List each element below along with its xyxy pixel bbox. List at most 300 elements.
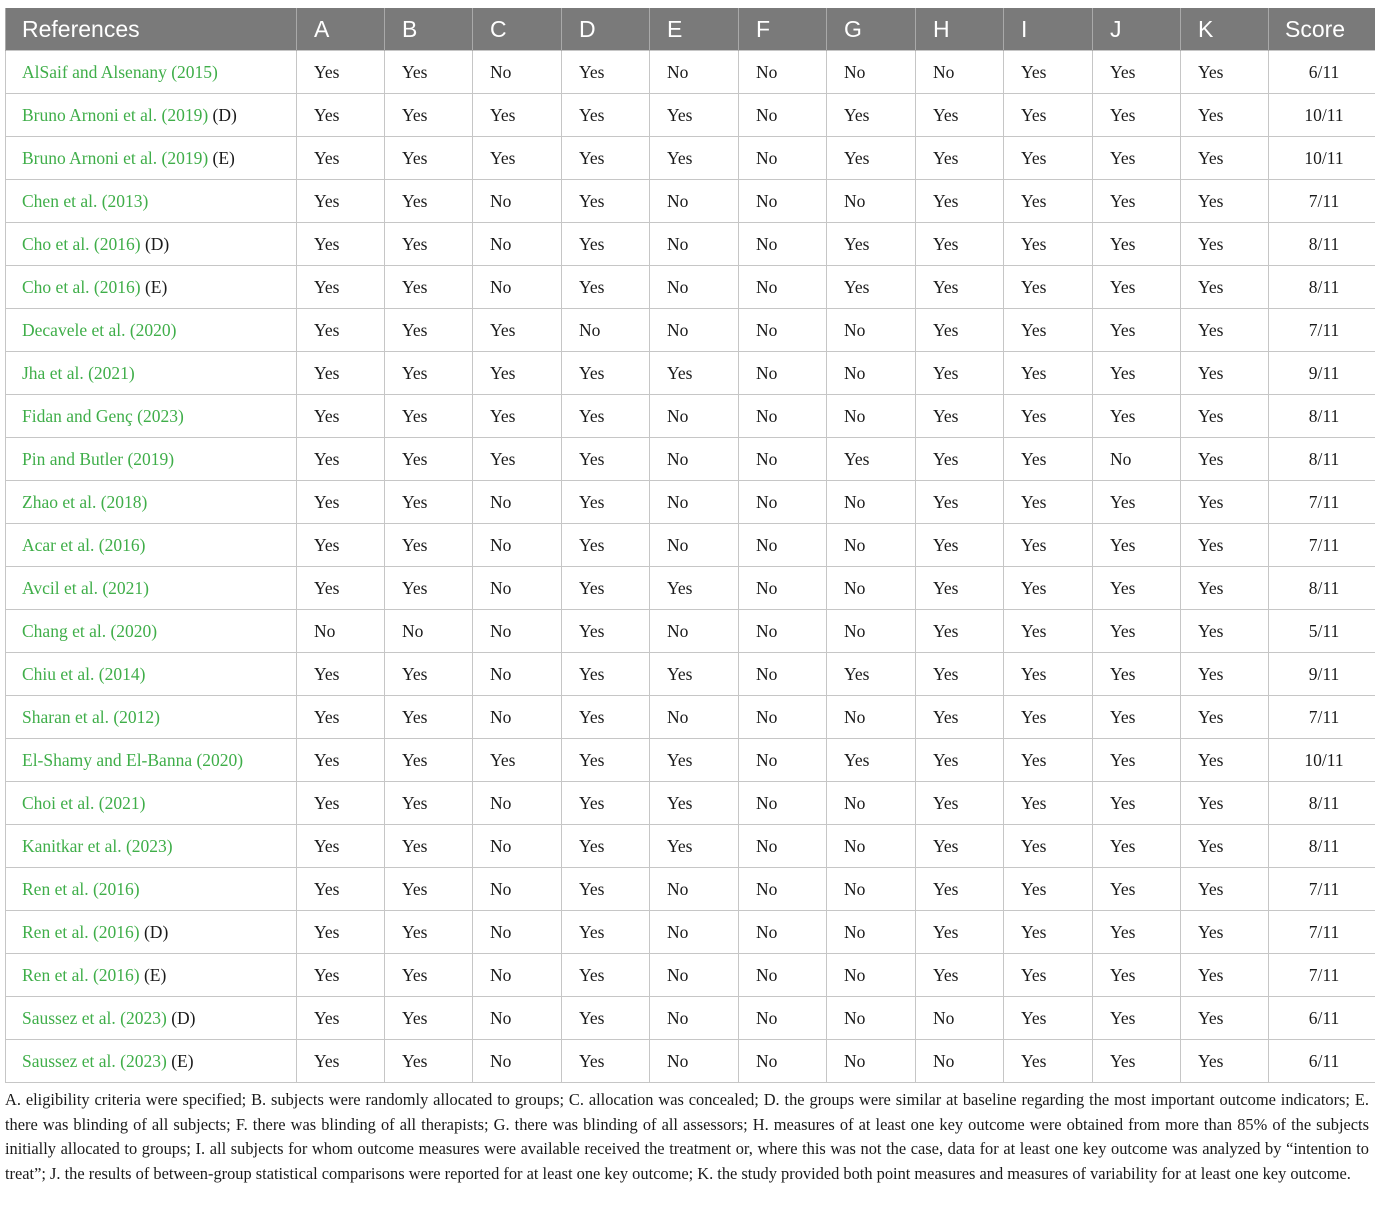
criterion-cell: Yes (1093, 352, 1181, 395)
criterion-cell: Yes (297, 911, 385, 954)
score-cell: 8/11 (1269, 438, 1375, 481)
reference-link[interactable]: El-Shamy and El-Banna (2020) (22, 749, 244, 770)
criterion-cell: Yes (1004, 739, 1093, 782)
criterion-cell: Yes (1181, 997, 1269, 1040)
criterion-cell: Yes (297, 438, 385, 481)
criterion-cell: Yes (385, 180, 473, 223)
score-cell: 8/11 (1269, 266, 1375, 309)
reference-cell (6, 481, 297, 524)
criterion-cell: Yes (650, 352, 739, 395)
criterion-cell: No (827, 51, 916, 94)
criterion-cell: Yes (1004, 180, 1093, 223)
table-row (6, 954, 1375, 997)
score-cell: 8/11 (1269, 395, 1375, 438)
table-header (6, 8, 1375, 51)
header-criterion-h: H (916, 8, 1004, 51)
criterion-cell: No (473, 223, 562, 266)
criterion-cell: Yes (1093, 997, 1181, 1040)
criterion-cell: Yes (650, 782, 739, 825)
criterion-cell: No (827, 524, 916, 567)
criterion-cell: Yes (385, 739, 473, 782)
criterion-cell: No (827, 180, 916, 223)
table-row (6, 911, 1375, 954)
criterion-cell: Yes (1093, 954, 1181, 997)
criterion-cell: Yes (1181, 1040, 1269, 1083)
reference-cell (6, 352, 297, 395)
criterion-cell: Yes (562, 567, 650, 610)
reference-cell (6, 954, 297, 997)
criterion-cell: No (739, 352, 827, 395)
criterion-cell: Yes (1181, 223, 1269, 266)
criterion-cell: No (827, 610, 916, 653)
reference-link[interactable]: Ren et al. (2016) (22, 878, 140, 899)
criterion-cell: Yes (1093, 911, 1181, 954)
criterion-cell: Yes (562, 696, 650, 739)
criterion-cell: Yes (1181, 137, 1269, 180)
criterion-cell: Yes (1004, 223, 1093, 266)
reference-cell (6, 868, 297, 911)
score-cell: 5/11 (1269, 610, 1375, 653)
reference-link[interactable]: Cho et al. (2016) (22, 276, 141, 297)
criterion-cell: Yes (916, 954, 1004, 997)
criterion-cell: Yes (916, 567, 1004, 610)
criterion-cell: Yes (562, 653, 650, 696)
criterion-cell: Yes (1004, 868, 1093, 911)
criterion-cell: Yes (916, 653, 1004, 696)
criterion-cell: Yes (1004, 696, 1093, 739)
criterion-cell: No (650, 997, 739, 1040)
reference-cell (6, 94, 297, 137)
criterion-cell: Yes (1004, 653, 1093, 696)
criterion-cell: No (473, 1040, 562, 1083)
reference-link[interactable]: Jha et al. (2021) (22, 362, 135, 383)
criterion-cell: No (650, 438, 739, 481)
criterion-cell: Yes (916, 180, 1004, 223)
criterion-cell: Yes (385, 868, 473, 911)
criterion-cell: Yes (827, 739, 916, 782)
criterion-cell: Yes (1004, 524, 1093, 567)
reference-link[interactable]: Avcil et al. (2021) (22, 577, 149, 598)
score-cell: 9/11 (1269, 352, 1375, 395)
criterion-cell: No (739, 51, 827, 94)
criterion-cell: Yes (1093, 524, 1181, 567)
criterion-cell: No (473, 180, 562, 223)
criterion-cell: Yes (916, 137, 1004, 180)
reference-cell (6, 1040, 297, 1083)
criterion-cell: Yes (297, 524, 385, 567)
score-cell: 10/11 (1269, 137, 1375, 180)
criterion-cell: Yes (297, 94, 385, 137)
criterion-cell: No (473, 954, 562, 997)
criterion-cell: Yes (385, 567, 473, 610)
criterion-cell: Yes (297, 352, 385, 395)
criterion-cell: Yes (562, 868, 650, 911)
header-criterion-f: F (739, 8, 827, 51)
header-score: Score (1269, 8, 1375, 51)
reference-cell (6, 825, 297, 868)
criterion-cell: Yes (297, 997, 385, 1040)
reference-link[interactable]: Chen et al. (2013) (22, 190, 149, 211)
criterion-cell: No (739, 653, 827, 696)
reference-cell (6, 696, 297, 739)
criterion-cell: Yes (1181, 94, 1269, 137)
score-cell: 8/11 (1269, 567, 1375, 610)
criterion-cell: Yes (385, 395, 473, 438)
criterion-cell: Yes (1004, 309, 1093, 352)
criterion-cell: Yes (916, 266, 1004, 309)
table-row (6, 997, 1375, 1040)
criterion-cell: Yes (1004, 610, 1093, 653)
reference-link[interactable]: Chang et al. (2020) (22, 620, 158, 641)
criterion-cell: No (739, 180, 827, 223)
reference-link[interactable]: Saussez et al. (2023) (22, 1050, 167, 1071)
criterion-cell: Yes (650, 137, 739, 180)
criterion-cell: Yes (1004, 1040, 1093, 1083)
criterion-cell: Yes (562, 954, 650, 997)
criterion-cell: No (473, 997, 562, 1040)
criterion-cell: No (916, 997, 1004, 1040)
criterion-cell: No (739, 868, 827, 911)
criterion-cell: No (473, 825, 562, 868)
criterion-cell: No (473, 481, 562, 524)
reference-link[interactable]: Bruno Arnoni et al. (2019) (22, 147, 209, 168)
criterion-cell: Yes (297, 782, 385, 825)
header-criterion-b: B (385, 8, 473, 51)
criterion-cell: Yes (1004, 94, 1093, 137)
reference-link[interactable]: Cho et al. (2016) (22, 233, 141, 254)
table-row (6, 51, 1375, 94)
criterion-cell: Yes (297, 223, 385, 266)
criterion-cell: Yes (1093, 266, 1181, 309)
criterion-cell: No (650, 954, 739, 997)
table-row (6, 352, 1375, 395)
criterion-cell: Yes (827, 137, 916, 180)
criterion-cell: Yes (297, 739, 385, 782)
criterion-cell: No (650, 395, 739, 438)
reference-group-suffix: (E) (166, 1050, 194, 1071)
header-criterion-e: E (650, 8, 739, 51)
criterion-cell: No (739, 782, 827, 825)
criterion-cell: No (739, 524, 827, 567)
criterion-cell: Yes (473, 395, 562, 438)
criterion-cell: Yes (385, 438, 473, 481)
criterion-cell: Yes (1181, 868, 1269, 911)
criterion-cell: Yes (562, 137, 650, 180)
score-cell: 7/11 (1269, 309, 1375, 352)
criterion-cell: Yes (1093, 1040, 1181, 1083)
criterion-cell: No (739, 266, 827, 309)
reference-link[interactable]: Kanitkar et al. (2023) (22, 835, 173, 856)
criterion-cell: No (827, 395, 916, 438)
reference-cell (6, 997, 297, 1040)
criterion-cell: Yes (1004, 997, 1093, 1040)
criterion-cell: Yes (827, 438, 916, 481)
criterion-cell: Yes (1181, 954, 1269, 997)
criterion-cell: Yes (562, 1040, 650, 1083)
criterion-cell: No (827, 868, 916, 911)
criterion-cell: Yes (1181, 309, 1269, 352)
criterion-cell: No (739, 739, 827, 782)
criterion-cell: Yes (650, 825, 739, 868)
reference-link[interactable]: Sharan et al. (2012) (22, 706, 161, 727)
criterion-cell: Yes (385, 223, 473, 266)
criterion-cell: Yes (1093, 180, 1181, 223)
criterion-cell: No (916, 51, 1004, 94)
criterion-cell: Yes (297, 653, 385, 696)
criterion-cell: Yes (473, 137, 562, 180)
criterion-cell: Yes (916, 696, 1004, 739)
criterion-cell: No (739, 395, 827, 438)
criterion-cell: Yes (473, 352, 562, 395)
criterion-cell: No (739, 438, 827, 481)
reference-cell (6, 653, 297, 696)
criterion-cell: Yes (650, 653, 739, 696)
criterion-cell: Yes (1093, 868, 1181, 911)
criterion-cell: Yes (473, 739, 562, 782)
criterion-cell: Yes (1093, 223, 1181, 266)
criterion-cell: No (827, 309, 916, 352)
criterion-cell: No (827, 696, 916, 739)
criterion-cell: Yes (385, 266, 473, 309)
criterion-cell: Yes (1093, 51, 1181, 94)
criterion-cell: No (650, 610, 739, 653)
criterion-cell: Yes (1181, 481, 1269, 524)
reference-link[interactable]: Pin and Butler (2019) (22, 448, 175, 469)
reference-cell (6, 309, 297, 352)
criterion-cell: Yes (562, 180, 650, 223)
criterion-cell: Yes (650, 94, 739, 137)
table-row (6, 696, 1375, 739)
criterion-cell: Yes (1093, 825, 1181, 868)
table-row (6, 825, 1375, 868)
criterion-cell: No (562, 309, 650, 352)
criterion-cell: Yes (385, 1040, 473, 1083)
criterion-cell: Yes (1093, 653, 1181, 696)
criterion-cell: No (827, 825, 916, 868)
criterion-cell: Yes (562, 395, 650, 438)
criterion-cell: No (650, 180, 739, 223)
reference-link[interactable]: Bruno Arnoni et al. (2019) (22, 104, 209, 125)
criterion-cell: Yes (1181, 825, 1269, 868)
criterion-cell: Yes (385, 352, 473, 395)
header-criterion-a: A (297, 8, 385, 51)
criterion-cell: Yes (385, 954, 473, 997)
table-row (6, 395, 1375, 438)
criterion-cell: No (650, 696, 739, 739)
criterion-cell: Yes (297, 395, 385, 438)
header-criterion-j: J (1093, 8, 1181, 51)
reference-cell (6, 567, 297, 610)
criterion-cell: No (739, 696, 827, 739)
criterion-cell: Yes (1093, 782, 1181, 825)
criterion-cell: No (473, 524, 562, 567)
reference-link[interactable]: AlSaif and Alsenany (2015) (22, 61, 218, 82)
criterion-cell: No (473, 610, 562, 653)
reference-group-suffix: (E) (139, 964, 167, 985)
reference-link[interactable]: Acar et al. (2016) (22, 534, 146, 555)
reference-link[interactable]: Choi et al. (2021) (22, 792, 146, 813)
criterion-cell: Yes (1004, 51, 1093, 94)
reference-link[interactable]: Ren et al. (2016) (22, 921, 140, 942)
header-criterion-k: K (1181, 8, 1269, 51)
criterion-cell: Yes (385, 94, 473, 137)
criterion-cell: Yes (562, 997, 650, 1040)
reference-link[interactable]: Chiu et al. (2014) (22, 663, 146, 684)
criterion-cell: Yes (1181, 266, 1269, 309)
criterion-cell: Yes (297, 567, 385, 610)
criterion-cell: No (827, 481, 916, 524)
criterion-cell: Yes (827, 223, 916, 266)
reference-link[interactable]: Ren et al. (2016) (22, 964, 140, 985)
criterion-cell: Yes (297, 51, 385, 94)
criterion-cell: No (385, 610, 473, 653)
score-cell: 7/11 (1269, 911, 1375, 954)
criterion-cell: Yes (385, 137, 473, 180)
header-references: References (6, 8, 297, 51)
criterion-cell: Yes (1181, 51, 1269, 94)
score-cell: 6/11 (1269, 51, 1375, 94)
score-cell: 7/11 (1269, 696, 1375, 739)
criterion-cell: No (827, 997, 916, 1040)
reference-link[interactable]: Zhao et al. (2018) (22, 491, 148, 512)
criterion-cell: Yes (562, 352, 650, 395)
table-row (6, 567, 1375, 610)
criterion-cell: Yes (1093, 610, 1181, 653)
criterion-cell: No (916, 1040, 1004, 1083)
criterion-cell: No (650, 524, 739, 567)
table-footnote: A. eligibility criteria were specified; B. subjects were randomly allocated to groups; C. allocation was concealed; D. the groups were similar at baseline regarding the most important outcome indicators; E. there was blinding of all subjects; F. there was blinding of all therapists; G. there was blinding of all assessors; H. measures of at least one key outcome were obtained from more than 85% of the subjects initially allocated to groups; I. all subjects for whom outcome measures were available received the treatment or, where this was not the case, data for at least one key outcome was analyzed by “intention to treat”; J. the results of between-group statistical comparisons were reported for at least one key outcome; K. the study provided both point measures and measures of variability for at least one key outcome. (5, 1090, 1369, 1183)
score-cell: 10/11 (1269, 739, 1375, 782)
table-row (6, 223, 1375, 266)
criterion-cell: Yes (1181, 438, 1269, 481)
criterion-cell: Yes (827, 266, 916, 309)
score-cell: 7/11 (1269, 180, 1375, 223)
reference-cell (6, 137, 297, 180)
criterion-cell: No (473, 696, 562, 739)
criterion-cell: No (650, 481, 739, 524)
criterion-cell: Yes (562, 911, 650, 954)
criterion-cell: No (650, 1040, 739, 1083)
header-criterion-i: I (1004, 8, 1093, 51)
criterion-cell: Yes (1181, 395, 1269, 438)
table-row (6, 868, 1375, 911)
criterion-cell: No (739, 997, 827, 1040)
criterion-cell: No (827, 911, 916, 954)
criterion-cell: Yes (1093, 309, 1181, 352)
reference-group-suffix: (D) (208, 104, 237, 125)
criterion-cell: No (473, 51, 562, 94)
criterion-cell: No (827, 1040, 916, 1083)
criterion-cell: Yes (385, 481, 473, 524)
criterion-cell: Yes (562, 438, 650, 481)
criterion-cell: Yes (1093, 739, 1181, 782)
criterion-cell: Yes (1093, 94, 1181, 137)
reference-link[interactable]: Decavele et al. (2020) (22, 319, 177, 340)
criterion-cell: Yes (297, 309, 385, 352)
table-row (6, 524, 1375, 567)
criterion-cell: Yes (385, 825, 473, 868)
table-row (6, 610, 1375, 653)
reference-link[interactable]: Fidan and Genç (2023) (22, 405, 184, 426)
criterion-cell: Yes (1093, 137, 1181, 180)
table-row (6, 782, 1375, 825)
score-cell: 8/11 (1269, 782, 1375, 825)
criterion-cell: Yes (1004, 782, 1093, 825)
criterion-cell: Yes (916, 610, 1004, 653)
criterion-cell: No (1093, 438, 1181, 481)
score-cell: 7/11 (1269, 524, 1375, 567)
criterion-cell: Yes (916, 395, 1004, 438)
criterion-cell: Yes (297, 481, 385, 524)
reference-cell (6, 438, 297, 481)
criterion-cell: No (827, 352, 916, 395)
reference-group-suffix: (D) (140, 233, 170, 254)
criterion-cell: Yes (473, 438, 562, 481)
criterion-cell: Yes (473, 309, 562, 352)
reference-cell (6, 223, 297, 266)
criterion-cell: Yes (562, 825, 650, 868)
criterion-cell: Yes (650, 567, 739, 610)
criterion-cell: Yes (562, 610, 650, 653)
score-cell: 8/11 (1269, 825, 1375, 868)
score-cell: 7/11 (1269, 481, 1375, 524)
score-cell: 6/11 (1269, 1040, 1375, 1083)
criterion-cell: No (650, 309, 739, 352)
criterion-cell: No (739, 309, 827, 352)
criterion-cell: No (650, 868, 739, 911)
header-criterion-c: C (473, 8, 562, 51)
reference-cell (6, 395, 297, 438)
criterion-cell: Yes (916, 825, 1004, 868)
criterion-cell: Yes (916, 524, 1004, 567)
criterion-cell: No (650, 223, 739, 266)
table-container (5, 8, 1369, 1083)
criterion-cell: Yes (1181, 180, 1269, 223)
criterion-cell: No (739, 954, 827, 997)
criterion-cell: Yes (1181, 653, 1269, 696)
criterion-cell: Yes (916, 868, 1004, 911)
criterion-cell: No (739, 481, 827, 524)
criterion-cell: Yes (562, 782, 650, 825)
criterion-cell: No (739, 1040, 827, 1083)
table-row (6, 309, 1375, 352)
criterion-cell: Yes (297, 180, 385, 223)
criterion-cell: No (739, 94, 827, 137)
criterion-cell: No (473, 782, 562, 825)
reference-link[interactable]: Saussez et al. (2023) (22, 1007, 167, 1028)
reference-cell (6, 51, 297, 94)
criterion-cell: Yes (1181, 524, 1269, 567)
criterion-cell: Yes (1004, 352, 1093, 395)
criterion-cell: Yes (916, 223, 1004, 266)
criterion-cell: Yes (385, 653, 473, 696)
criterion-cell: Yes (1181, 352, 1269, 395)
criterion-cell: Yes (1004, 438, 1093, 481)
reference-group-suffix: (D) (166, 1007, 196, 1028)
criterion-cell: Yes (1004, 567, 1093, 610)
criterion-cell: No (650, 266, 739, 309)
reference-cell (6, 524, 297, 567)
criterion-cell: No (827, 782, 916, 825)
score-cell: 7/11 (1269, 954, 1375, 997)
criterion-cell: No (473, 567, 562, 610)
header-criterion-g: G (827, 8, 916, 51)
criterion-cell: Yes (1181, 696, 1269, 739)
criterion-cell: Yes (650, 739, 739, 782)
criterion-cell: Yes (827, 653, 916, 696)
criterion-cell: No (473, 653, 562, 696)
table-row (6, 1040, 1375, 1083)
